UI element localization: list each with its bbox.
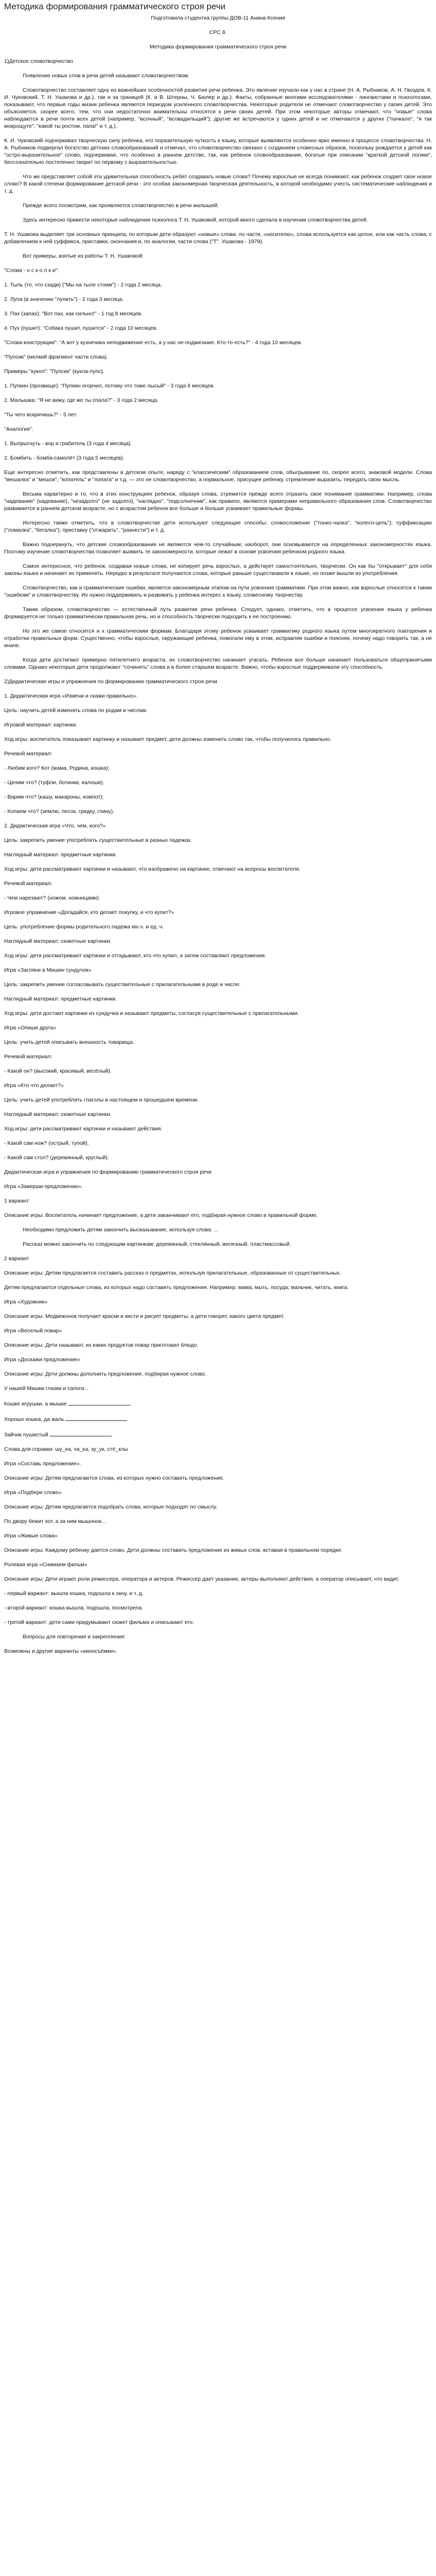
paragraph: Появление новых слов в речи детей называют словотворчеством. (23, 73, 190, 79)
paragraph-spacer (4, 1176, 432, 1183)
paragraph-spacer (4, 404, 432, 411)
paragraph-spacer (4, 447, 432, 454)
paragraph: Описание игры: Каждому ребенку дается слово. Дети должны составить предложение из живых слов, вставая в правильном порядке. (4, 1547, 343, 1553)
paragraph-spacer (4, 534, 432, 541)
paragraph-spacer (4, 1161, 432, 1168)
paragraph-spacer (4, 1031, 432, 1039)
paragraph: Игровое упражнение «Догадайся, кто делает покупку, и что купит?» (4, 909, 175, 916)
paragraph-spacer (4, 1262, 432, 1269)
paragraph: Цель: употребление формы родительного падежа мн.ч. и ед. ч. (4, 924, 164, 930)
document-title: Методика формирования грамматического строя речи (4, 2, 225, 11)
paragraph-spacer (4, 1655, 432, 1662)
paragraph-spacer (4, 1060, 432, 1067)
paragraph-spacer (4, 1306, 432, 1313)
paragraph-spacer (4, 1118, 432, 1125)
paragraph-spacer (4, 620, 432, 628)
paragraph: Описание игры: Дети должны дополнить предложение, подбирая нужное слово. (4, 1371, 206, 1377)
paragraph: Возможны и другие варианты «киносъёмки». (4, 1648, 118, 1654)
paragraph: Здесь интересно привести некоторые наблюдения психолога Т. Н. Ушаковой, которой много сделала в изучении словотворчества детей. (23, 217, 368, 223)
paragraph-spacer (4, 50, 432, 58)
paragraph: Ролевая игра «Снимаем фильм» (4, 1562, 88, 1568)
paragraph-spacer (4, 1482, 432, 1489)
paragraph: - Целим что? (туфли, ботинки, калоши); (4, 779, 104, 786)
paragraph: Наглядный материал: предметные картинки. (4, 996, 117, 1002)
paragraph-spacer (4, 1597, 432, 1604)
paragraph-spacer (4, 260, 432, 267)
paragraph: Игра «Загляни в Мишин сундучок» (4, 967, 92, 973)
paragraph-spacer (4, 1626, 432, 1633)
paragraph-spacer (4, 1511, 432, 1518)
paragraph: Рассказ можно закончить по следующим картинкам: деревянный, стеклянный, железный, пластмассовый. (23, 1241, 291, 1247)
paragraph-spacer (4, 801, 432, 808)
paragraph: По двору бежит кот, а за ним мышонок... (4, 1518, 106, 1524)
paragraph: Описание игры: Детям предлагается составить рассказ о предметах, используя прилагательные, образованные от существительных. (4, 1270, 341, 1276)
paragraph-spacer (4, 649, 432, 656)
paragraph-spacer (4, 166, 432, 173)
paragraph-spacer (4, 65, 432, 72)
paragraph-spacer (4, 1147, 432, 1154)
paragraph: Цель: учить детей употреблять глаголы в настоящем и прошедшем времени. (4, 1097, 199, 1103)
paragraph-spacer (4, 1205, 432, 1212)
paragraph-spacer (4, 1190, 432, 1197)
paragraph-spacer (4, 418, 432, 426)
paragraph: Ход игры: дети достают картинки из сундучка и называют предметы, согласуя существительные с прилагательными. (4, 1010, 299, 1016)
paragraph: Самое интересное, что ребенок, создавая новые слова, не копирует речь взрослых, а действует самостоятельно, творчески. Он как бы "открывает" для себя законы языка и начинает их применять. Нередко в результате получаются слова, которые раньше существовали в языке, но позже вышли из употребления. (4, 563, 432, 577)
paragraph: Хорошо кошка, да жаль (4, 1415, 432, 1423)
paragraph: - первый вариант: вышла кошка, подошла к окну, и т. д. (4, 1590, 144, 1597)
paragraph: "Аналогия": (4, 426, 33, 432)
paragraph: Вопросы для повторения и закрепления: (23, 1634, 126, 1640)
paragraph: Речевой материал: (4, 880, 53, 887)
paragraph-spacer (4, 1612, 432, 1619)
paragraph: 2. Бомбить - бомба-самолёт (3 года 5 месяцев). (4, 455, 125, 461)
paragraph-spacer (4, 873, 432, 880)
paragraph: 2. Малышка: "Я не вижу, где же ты спала?" - 3 года 2 месяца. (4, 397, 159, 403)
paragraph: 1. Дидактическая игра «Измени и скажи правильно». (4, 693, 138, 699)
paragraph: Описание игры: Медвежонок получает краски и кисти и рисует предметы, а дети говорят, какого цвета предмет. (4, 1313, 285, 1319)
paragraph: Описание игры: Детям предлагаются слова, из которых нужно составить предложение. (4, 1475, 224, 1481)
paragraph: 4. Пух (пушит): "Собака пушит, пушится" - 2 года 10 месяцев. (4, 325, 158, 331)
paragraph-spacer (4, 1363, 432, 1370)
paragraph: Но это же самое относится и к грамматическим формам. Благодаря этому ребенок усваивает грамматику родного языка путем многократного повторения и отработки правильных форм. Существенно, чтобы взрослые, окружающие ребенка, помогали ему в этом, исправляя ошибки и поясняя, почему надо говорить так, а не иначе. (4, 628, 432, 649)
paragraph: 1. Пупкин (прозвище): "Пупкин огорчил, потому что тоже лысый" - 3 года 6 месяцев. (4, 383, 215, 389)
paragraph-spacer (4, 930, 432, 938)
paragraph-spacer (4, 772, 432, 779)
paragraph-spacer (4, 224, 432, 231)
paragraph-spacer (4, 599, 432, 606)
paragraph-spacer (4, 1003, 432, 1010)
paragraph-spacer (4, 1496, 432, 1503)
paragraph: 1. Тыль (то, что сзади) ("Мы на тыле стоим") - 2 года 2 месяца. (4, 282, 162, 288)
paragraph-spacer (4, 671, 432, 678)
paragraph: Игра «Опиши друга» (4, 1025, 57, 1031)
paragraph-spacer (4, 209, 432, 216)
paragraph: Наглядный материал: сюжетные картинки. (4, 1111, 112, 1117)
paragraph-spacer (4, 1017, 432, 1024)
paragraph: К. И. Чуковский подчеркивал творческую силу ребенка, его поразительную чуткость к языку, которые выявляются особенно ярко именно в процессе словотворчества. Н. А. Рыбников подвергал богатство детских словообразований и отмечал, что словотворчество связано с созданием словесных образов, поскольку рождается у детей как "остро-выразительное" слово, подчеркивая, что особенно в раннем детстве, так, как ребенок словообразования, богатые при описании "краткой детской логики", бессознательно постепенно творит по первому с выразительностью. (4, 138, 432, 165)
paragraph: Т. Н. Ушакова выделяет три основных принципа, по которым дети образуют «новые» слова: по части, «носителю», слова используется как целое, или как часть слова, с добавлением к ней суффикса, приставки, окончания и, по аналогии, части слова ("Т". Ушакова - 1979). (4, 231, 432, 245)
paragraph-spacer (4, 945, 432, 952)
paragraph: "Ты чего вскричишь?" - 5 лет. (4, 412, 77, 418)
paragraph-spacer (4, 829, 432, 837)
paragraph: Игра «Веселый повар» (4, 1328, 62, 1334)
paragraph-spacer (4, 786, 432, 793)
blank-field (50, 1430, 112, 1436)
paragraph-spacer (4, 1583, 432, 1590)
paragraph: 2. Лупа (в значении "лупить") - 2 года 3 месяца. (4, 296, 124, 302)
paragraph: Необходимо предложить детям закончить высказывание, используя слова: ... (23, 1227, 219, 1233)
paragraph: 2. Дидактическая игра «Что, чем, кого?» (4, 823, 106, 829)
paragraph-spacer (4, 1219, 432, 1226)
paragraph-spacer (4, 844, 432, 851)
paragraph-spacer (4, 902, 432, 909)
paragraph-spacer (4, 714, 432, 721)
paragraph: Ход игры: воспитатель показывает картинку и называет предмет, дети должны изменить слово так, чтобы получилось правильно. (4, 736, 332, 742)
paragraph-spacer (4, 130, 432, 137)
paragraph-spacer (4, 974, 432, 981)
paragraph-spacer (4, 1438, 432, 1446)
paragraph: - Какой он? (высокий, красивый, весёлый). (4, 1068, 112, 1074)
paragraph: 2)Дидактические игры и упражнения по формированию грамматического строя речи (4, 679, 217, 685)
document-body (4, 14, 432, 1662)
paragraph: Цель: закрепить умение согласовывать существительные с прилагательными в роде и числе. (4, 981, 241, 988)
paragraph-spacer (4, 289, 432, 296)
paragraph: Наглядный материал: предметные картинки. (4, 852, 117, 858)
paragraph: 2 вариант (4, 1256, 29, 1262)
paragraph-spacer (4, 375, 432, 382)
paragraph-spacer (4, 685, 432, 692)
paragraph: Цель: закрепить умение употреблять существительные в разных падежах. (4, 837, 193, 843)
paragraph: Игра «Заверши предложение». (4, 1183, 83, 1190)
paragraph-spacer (4, 858, 432, 866)
paragraph: 3. Пах (запах): "Вот пах, как сильно!" - 1 год 8 месяцев. (4, 311, 143, 317)
paragraph: Таким образом, словотворчество — естественный путь развития речи ребенка. Следует, однако, отметить, что в процессе усвоения языка у ребенка формируется не только грамматически правильная речь, но и способность творчески подходить к ее построению. (4, 606, 432, 620)
paragraph: "Пупсик" (мелкий фрагмент части слова). (4, 354, 109, 360)
paragraph: Словотворчество, как и грамматические ошибки, является закономерным этапом на пути усвоения грамматики. При этом важно, как взрослые относятся к таким "ошибкам" и словотворчеству. Их нужно поддерживать и развивать у ребенка интерес к языку, словесному творчеству. (4, 585, 432, 598)
paragraph-spacer (4, 346, 432, 353)
paragraph: Ход игры: дети рассматривают картинки и называют, что изображено на картинке, отвечают на вопросы воспитателя. (4, 866, 301, 872)
paragraph-spacer (4, 361, 432, 368)
paragraph: Когда дети достигают примерно пятилетнего возраста, их словотворчество начинает угасать. Ребенок все больше начинает пользоваться общепринятыми словами. Однако некоторые дети продолжают "сочинять" слова и в более старшем возрасте. Важно, чтобы взрослые поддерживали эту способность. (4, 657, 432, 670)
paragraph-spacer (4, 1046, 432, 1053)
paragraph: Что же представляет собой эта удивительная способность ребят создавать новые слова? Почему взрослые не всегда понимают, как ребенок создает свое новое слово? В какой степени формирование детской речи - это особая закономерная творческая деятельность, в которой необходимо учесть систематические наблюдения и т. д. (4, 174, 432, 194)
paragraph-spacer (4, 1349, 432, 1356)
paragraph-spacer (4, 577, 432, 584)
paragraph-spacer (4, 22, 432, 29)
paragraph-spacer (4, 1408, 432, 1415)
paragraph-spacer (4, 743, 432, 750)
paragraph-spacer (4, 303, 432, 310)
paragraph: Игра «Доскажи предложение» (4, 1357, 81, 1363)
paragraph: Наглядный материал: сюжетные картинки. (4, 938, 112, 944)
paragraph-spacer (4, 483, 432, 490)
paragraph-spacer (4, 1277, 432, 1284)
paragraph: Интересно также отметить, что в словотворчестве дети используют следующие способы: словосложение ("тонко-чалка", "колесо-цепь"); суффиксацию ("ломалка", "бегалка"); приставку ("отжарить", "разнести") и т. д. (4, 520, 432, 533)
paragraph-spacer (4, 815, 432, 822)
paragraph: Игра «Кто что делает?» (4, 1082, 64, 1089)
paragraph: Игра «Живые слова» (4, 1533, 58, 1539)
paragraph-spacer (4, 1248, 432, 1255)
paragraph-spacer (4, 988, 432, 995)
paragraph: Цель: научить детей изменять слова по родам и числам. (4, 707, 148, 714)
paragraph: Еще интересно отметить, как представлены в детском опыте, наряду с "классическим" образованием слов, обыгрывание по, скорее всего, знаковой модели. Слова "мешалка" и "мешок", "копатель" и "лопата" и т.д. — это не словотворчество, а нормальное, присущее ребенку, стремление выразить, передать свою мысль. (4, 469, 432, 483)
paragraph: Описание игры: Дети называют, из каких продуктов повар приготовил блюдо. (4, 1342, 199, 1348)
paragraph: Весьма характерно и то, что в этих конструкциях ребенок, образуя слова, стремится прежде всего отразить свое понимание грамматики. Например, слова "надевание" (надевание), "незадолго" (не задолго), "наглядно", "подсолнечник", как правило, являются примерами неправильного образования слов. Словотворчество развивается в раннем детском возрасте, но с возрастом ребенок все больше и больше усваивает правильные формы. (4, 491, 432, 512)
paragraph: СРС 8. (209, 29, 227, 36)
blank-field (65, 1415, 127, 1421)
paragraph-spacer (4, 1233, 432, 1241)
paragraph: - второй вариант: кошка вышла, подошла, посмотрела. (4, 1605, 144, 1611)
paragraph-spacer (4, 79, 432, 87)
paragraph: Описание игры: Детям предлагается подобрать слова, которые подходят по смыслу. (4, 1504, 218, 1510)
paragraph-spacer (4, 700, 432, 707)
paragraph-spacer (4, 1554, 432, 1561)
paragraph-spacer (4, 1467, 432, 1475)
paragraph: Игра «Художник» (4, 1299, 48, 1305)
paragraph: Речевой материал: (4, 751, 53, 757)
paragraph: Примеры "кукол": "Пупсик" (кукла-пупс). (4, 368, 104, 375)
paragraph-spacer (4, 1525, 432, 1532)
paragraph-spacer (4, 195, 432, 202)
paragraph-spacer (4, 728, 432, 736)
paragraph: Важно подчеркнуть, что детские словообразования не являются чем-то случайным; наоборот, они основываются на определенных закономерностях языка. Поэтому изучение словотворчества позволяет выявить те закономерности, которые лежат в основе усвоения ребенком родного языка. (4, 541, 432, 555)
paragraph: - Чем нарезают? (ножом, ножницами). (4, 895, 100, 901)
paragraph: Словотворчество составляет одну из важнейших особенностей развития речи ребенка. Это явление изучали как у нас в стране (Н. А. Рыбников, А. Н. Гвоздев, К. И. Чуковский, Т. Н. Ушакова и др.), так и за границей (К. и В. Штерны, Ч. Бюлер и др.). Факты, собранные многими исследователями - лингвистами и психологами, показывают, что первые годы жизни ребенка являются периодом усиленного словотворчества. Некоторые родители не отмечают словотворчество у своих детей. Это объясняется, скорее всего, тем, что они недостаточно внимательны относятся к речи своих детей. При этом некоторые авторы отмечают, что "новые" слова наблюдаются в речи почти всех детей (например, "всочный", "всовадильщий"); другие же встречаются у одних детей и не отмечаются у других ("пачкало", "я так мокрощуте", "какой ты ростом, папа!" и т. д.). (4, 87, 432, 129)
blank-field (68, 1399, 130, 1405)
paragraph: Речевой материал: (4, 1054, 53, 1060)
paragraph-spacer (4, 959, 432, 967)
paragraph-spacer (4, 1334, 432, 1342)
paragraph: Кошке игрушки, а мышке (4, 1399, 432, 1408)
paragraph: У нашей Мишки глазки и сапоги... (4, 1385, 89, 1392)
paragraph-spacer (4, 1568, 432, 1575)
paragraph: Слова для справки: шу_ка, ча_ка, зу_ук, стё_клы (4, 1446, 128, 1452)
paragraph: Описание игры: Дети играют роли режиссера, оператора и актеров. Режиссер дает указания, актеры выполняют действия, а оператор описывает, что видит. (4, 1576, 399, 1582)
paragraph-spacer (4, 1378, 432, 1385)
paragraph-spacer (4, 317, 432, 325)
paragraph: - Какой сам стол? (деревянный, круглый). (4, 1155, 109, 1161)
paragraph-spacer (4, 1392, 432, 1399)
paragraph-spacer (4, 1320, 432, 1327)
paragraph: Описание игры: Воспитатель начинает предложение, а дети заканчивают его, подбирая нужное слово в правильной форме. (4, 1212, 318, 1218)
paragraph-spacer (4, 1539, 432, 1547)
paragraph: "Слова - о с к о л к и": (4, 267, 59, 274)
paragraph-spacer (4, 1104, 432, 1111)
paragraph-spacer (4, 332, 432, 339)
paragraph: Подготовила студентка группы ДОВ-11 Анина Ксения (151, 15, 285, 21)
paragraph: Вот примеры, взятые из работы Т. Н. Ушаковой: (23, 253, 144, 259)
paragraph-spacer (4, 462, 432, 469)
paragraph-spacer (4, 433, 432, 440)
paragraph: Цель: учить детей описывать внешность товарища. (4, 1039, 134, 1045)
paragraph-spacer (4, 1640, 432, 1648)
paragraph-spacer (4, 1132, 432, 1140)
paragraph: Игровой материал: картинки. (4, 722, 78, 728)
paragraph: Прежде всего посмотрим, как проявляется словотворчество в речи малышей. (23, 202, 219, 209)
paragraph-spacer (4, 555, 432, 563)
paragraph: Зайчик пушистый (4, 1430, 432, 1438)
paragraph-spacer (4, 887, 432, 894)
paragraph-spacer (4, 389, 432, 397)
paragraph: Ход игры: дети рассматривают картинки и отгадывают, кто что купил, а затем составляют предложения. (4, 953, 266, 959)
paragraph: Игра «Составь предложение». (4, 1461, 81, 1467)
paragraph: - Любим кого? Кот (мама, Родина, кошка); (4, 765, 110, 771)
paragraph-spacer (4, 1075, 432, 1082)
paragraph-spacer (4, 512, 432, 519)
paragraph: Дидактическая игра и упражнения по формированию грамматического строя речи (4, 1169, 212, 1175)
paragraph: Ход игры: дети рассматривают картинки и называют действия. (4, 1126, 163, 1132)
paragraph: 1 вариант (4, 1198, 29, 1204)
paragraph-spacer (4, 757, 432, 765)
paragraph-spacer (4, 245, 432, 252)
paragraph: - Копаем что? (землю, песок, грядку, глину). (4, 808, 115, 815)
paragraph-spacer (4, 916, 432, 923)
paragraph-spacer (4, 36, 432, 43)
paragraph-spacer (4, 1089, 432, 1096)
paragraph-spacer (4, 274, 432, 281)
paragraph: "Слова-конструкции": "А вот у кузнечика неподвижение есть, а у нас не-подвигание. Кто-то есть?" - 4 года 10 месяцев. (4, 340, 303, 346)
paragraph: - Варим что? (кашу, макароны, компот); (4, 794, 104, 800)
paragraph: 1)Детское словотворчество (4, 58, 73, 64)
paragraph-spacer (4, 1453, 432, 1460)
paragraph: Игра «Подбери слово» (4, 1489, 62, 1496)
paragraph-spacer (4, 1291, 432, 1298)
paragraph: 1. Выпрыгнуть - вор и грабитель (3 года 4 месяца). (4, 440, 132, 447)
paragraph: Методика формирования грамматического строя речи (149, 44, 287, 50)
paragraph: Детям предлагаются отдельные слова, из которых надо составить предложения. Например: мама, мыть, посуда; мальчик, читать, книга. (4, 1284, 349, 1291)
paragraph: - Какой сам нож? (острый, тупой). (4, 1140, 89, 1146)
paragraph: - третий вариант: дети сами придумывают сюжет фильма и описывают его. (4, 1619, 194, 1625)
paragraph-spacer (4, 1423, 432, 1430)
